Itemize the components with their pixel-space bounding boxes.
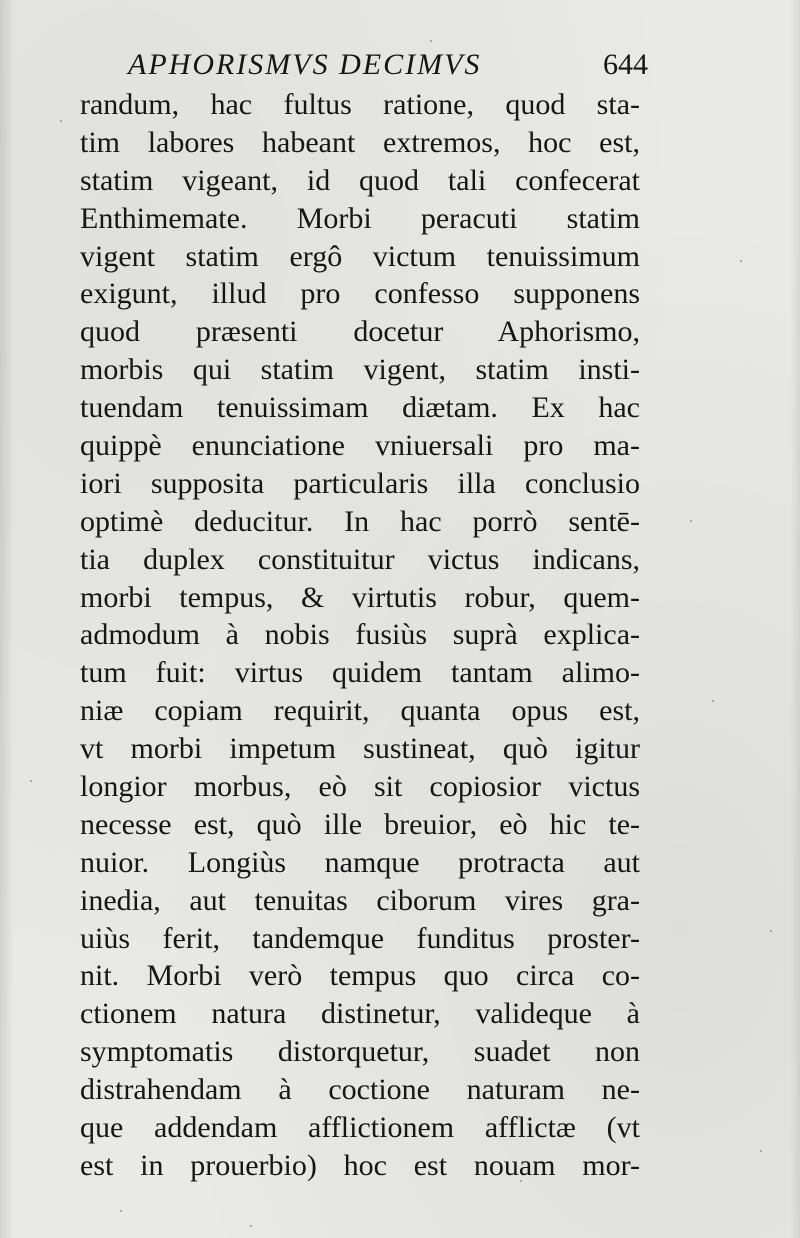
paper-speck bbox=[520, 1180, 522, 1182]
text-line: admodum à nobis fusiùs suprà explica- bbox=[80, 618, 640, 652]
text-line: nit. Morbi verò tempus quo circa co- bbox=[80, 959, 640, 993]
page-number: 644 bbox=[603, 48, 648, 81]
text-line: iori supposita particularis illa conclusio bbox=[80, 466, 640, 500]
text-line: nuior. Longiùs namque protracta aut bbox=[80, 845, 640, 879]
page-header bbox=[128, 48, 648, 88]
text-line: vt morbi impetum sustineat, quò igitur bbox=[80, 732, 640, 766]
text-line: symptomatis distorquetur, suadet non bbox=[80, 1035, 640, 1069]
page-gutter-shadow bbox=[0, 0, 14, 1238]
text-line: morbis qui statim vigent, statim insti- bbox=[80, 353, 640, 387]
paper-speck bbox=[30, 780, 32, 782]
text-line: quod præsenti docetur Aphorismo, bbox=[80, 315, 640, 349]
paper-speck bbox=[740, 260, 742, 262]
text-line: tia duplex constituitur victus indicans, bbox=[80, 542, 640, 576]
paper-speck bbox=[770, 930, 772, 932]
text-line: statim vigeant, id quod tali confecerat bbox=[80, 163, 640, 197]
text-line: vigent statim ergô victum tenuissimum bbox=[80, 239, 640, 273]
text-line: exigunt, illud pro confesso supponens bbox=[80, 277, 640, 311]
paper-speck bbox=[690, 520, 692, 522]
paper-speck bbox=[760, 1150, 762, 1152]
text-line: longior morbus, eò sit copiosior victus bbox=[80, 770, 640, 804]
text-line: niæ copiam requirit, quanta opus est, bbox=[80, 694, 640, 728]
text-line: quippè enunciatione vniuersali pro ma- bbox=[80, 429, 640, 463]
text-line: inedia, aut tenuitas ciborum vires gra- bbox=[80, 883, 640, 917]
paper-speck bbox=[90, 1010, 92, 1012]
text-line: que addendam afflictionem afflictæ (vt bbox=[80, 1111, 640, 1145]
paper-speck bbox=[250, 1225, 252, 1227]
body-text bbox=[80, 86, 640, 1185]
paper-speck bbox=[60, 120, 62, 122]
running-title: APHORISMVS DECIMVS bbox=[128, 48, 482, 81]
paper-speck bbox=[120, 1210, 122, 1212]
text-line: necesse est, quò ille breuior, eò hic te- bbox=[80, 807, 640, 841]
text-line: distrahendam à coctione naturam ne- bbox=[80, 1073, 640, 1107]
text-line: tim labores habeant extremos, hoc est, bbox=[80, 125, 640, 159]
paper-speck bbox=[712, 700, 714, 702]
text-line: morbi tempus, & virtutis robur, quem- bbox=[80, 580, 640, 614]
text-line: optimè deducitur. In hac porrò sentē- bbox=[80, 504, 640, 538]
text-line: Enthimemate. Morbi peracuti statim bbox=[80, 201, 640, 235]
text-line: tum fuit: virtus quidem tantam alimo- bbox=[80, 656, 640, 690]
page-edge-shadow bbox=[790, 0, 800, 1238]
paper-speck bbox=[430, 40, 432, 42]
text-line: uiùs ferit, tandemque funditus proster- bbox=[80, 921, 640, 955]
text-line: ctionem natura distinetur, valideque à bbox=[80, 997, 640, 1031]
text-line: randum, hac fultus ratione, quod sta- bbox=[80, 88, 640, 121]
text-line: est in prouerbio) hoc est nouam mor- bbox=[80, 1148, 640, 1182]
text-line: tuendam tenuissimam diætam. Ex hac bbox=[80, 391, 640, 425]
